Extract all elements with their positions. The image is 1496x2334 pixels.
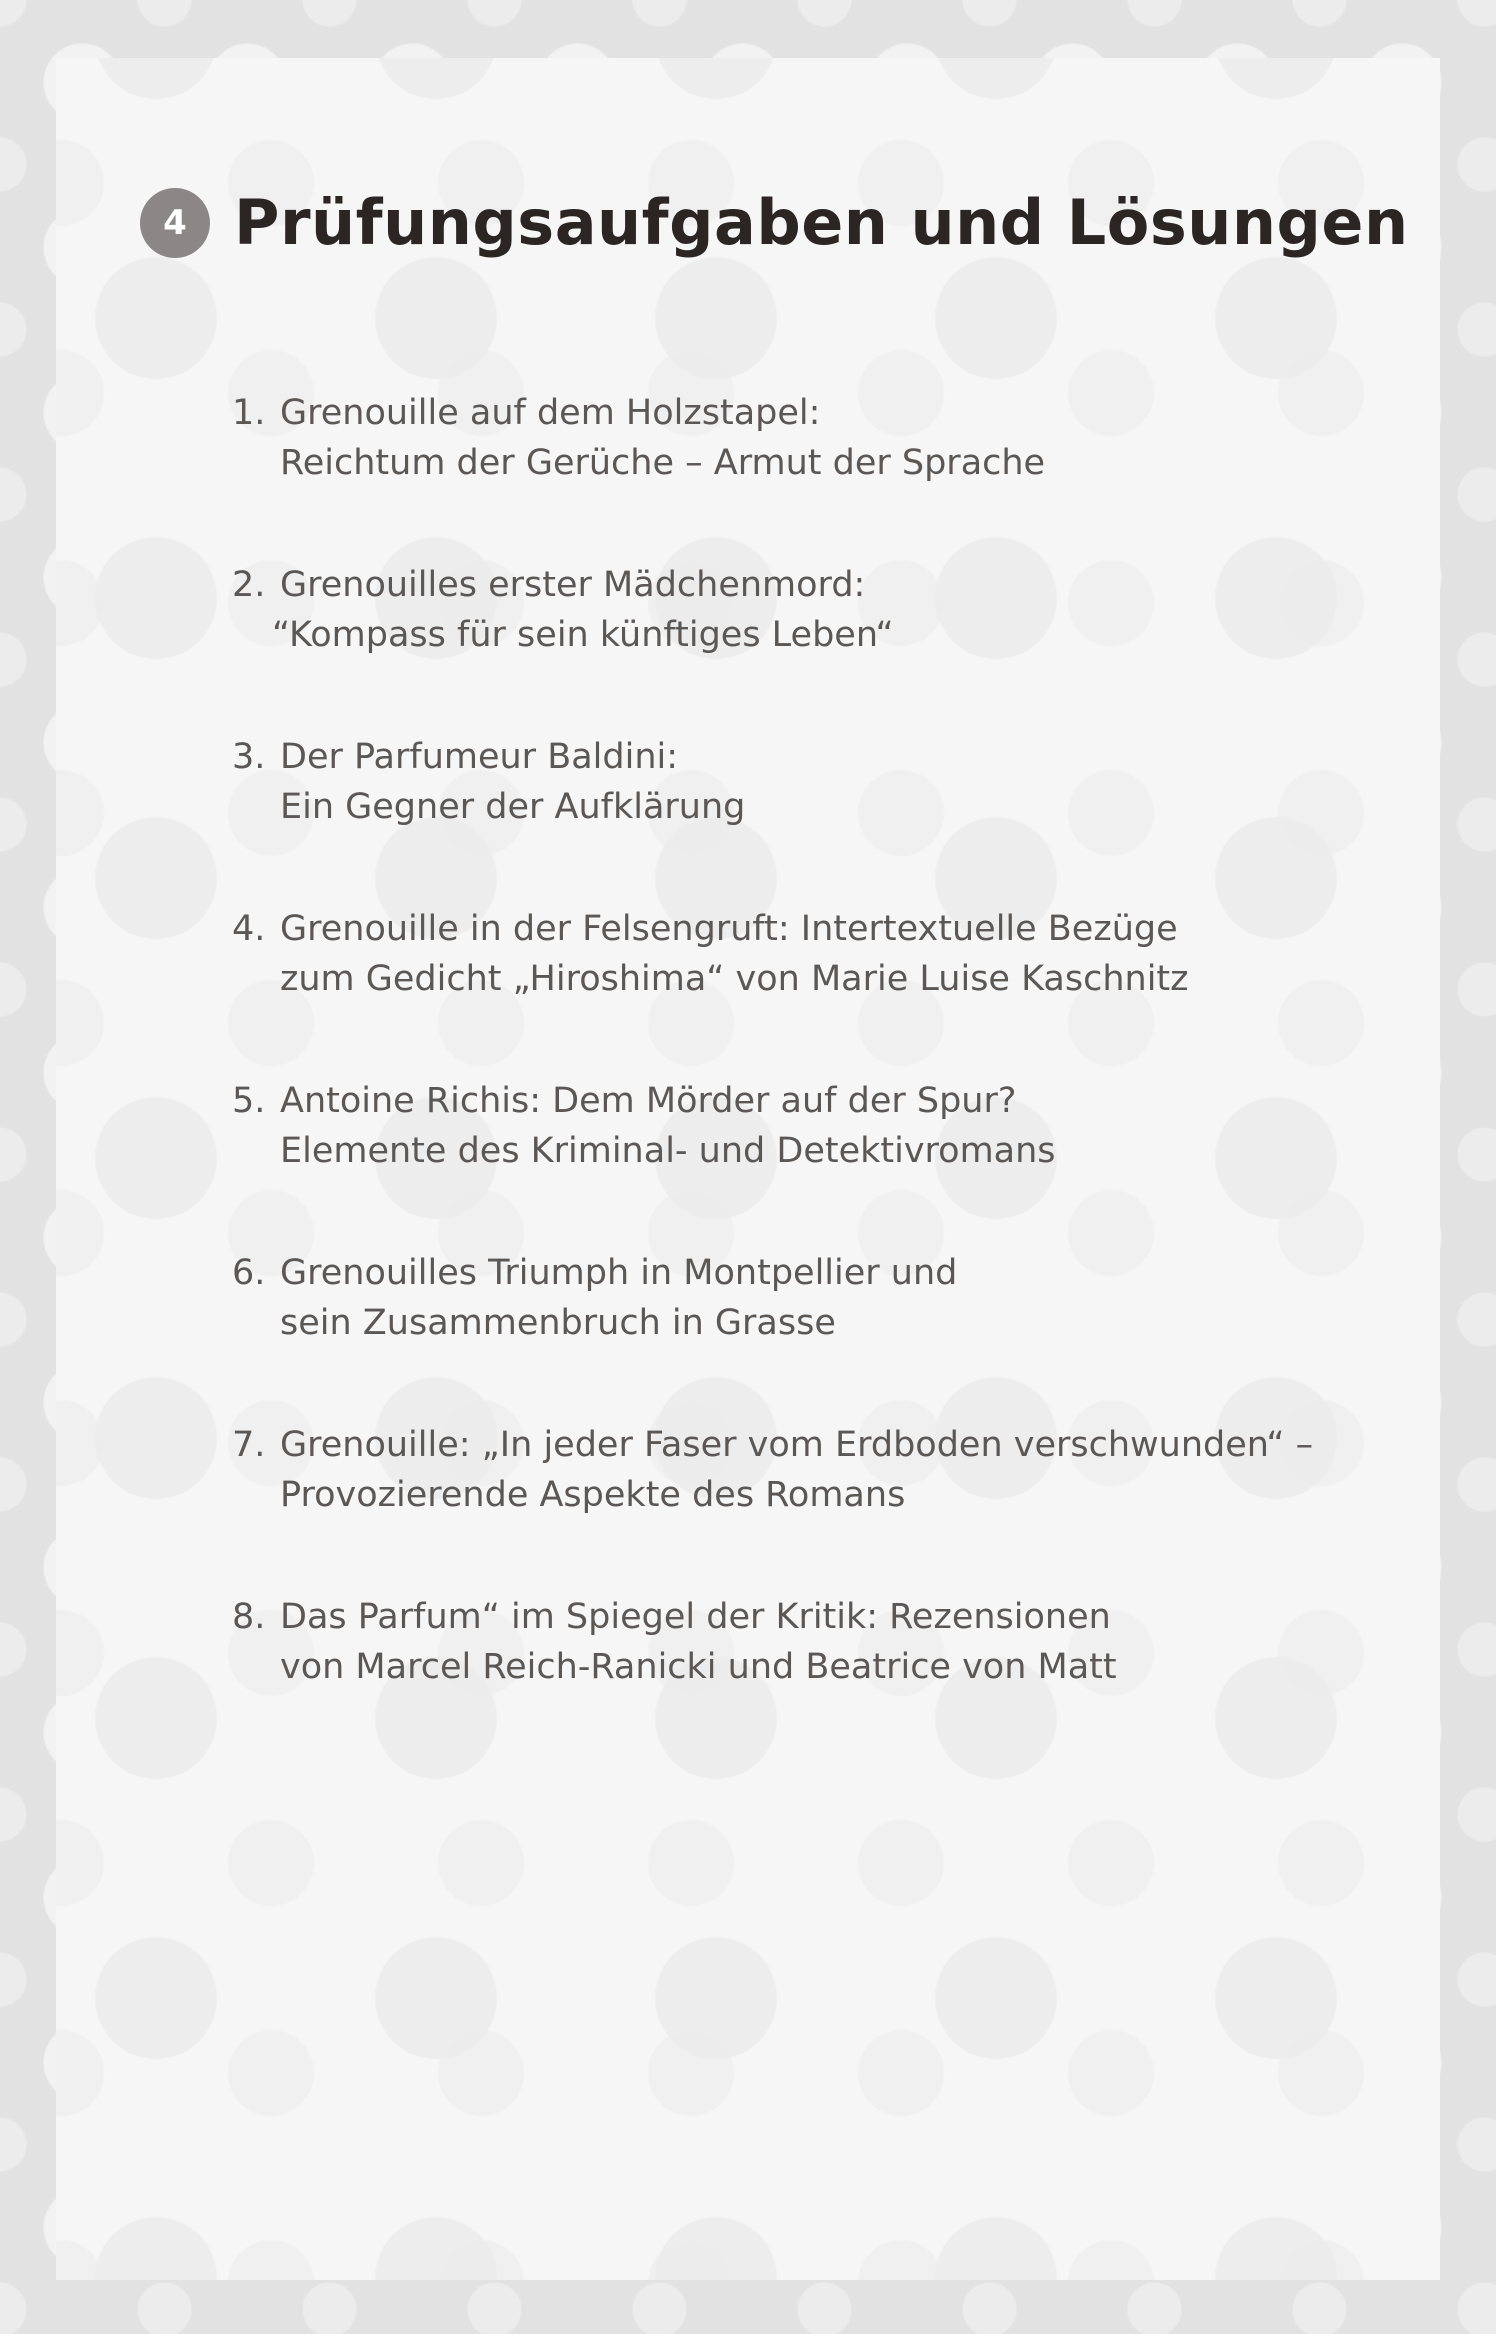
chapter-heading [140,186,1409,259]
task-item-6 [232,1248,1412,1420]
task-text [280,388,1045,488]
task-title-line: Der Parfumeur Baldini: [280,737,679,777]
task-text [272,560,894,660]
task-text [280,904,1189,1004]
task-title-line: Antoine Richis: Dem Mörder auf der Spur? [280,1081,1017,1121]
task-number: 3. [232,737,266,777]
task-list [232,388,1412,1764]
task-subtitle-line: “Kompass für sein künftiges Leben“ [272,615,894,655]
task-item-3 [232,732,1412,904]
task-number: 2. [232,565,266,605]
task-title-line: Das Parfum“ im Spiegel der Kritik: Rezensionen [280,1597,1111,1637]
task-item-1 [232,388,1412,560]
task-number: 4. [232,909,266,949]
task-subtitle-line: Ein Gegner der Aufklärung [280,787,746,827]
task-text [280,1076,1056,1176]
page [56,58,1440,2280]
task-item-5 [232,1076,1412,1248]
task-text [280,1592,1117,1692]
task-number: 7. [232,1425,266,1465]
task-item-4 [232,904,1412,1076]
task-subtitle-line: sein Zusammenbruch in Grasse [280,1303,836,1343]
task-number: 8. [232,1597,266,1637]
task-subtitle-line: Reichtum der Gerüche – Armut der Sprache [280,443,1046,483]
task-title-line: Grenouille: „In jeder Faser vom Erdboden verschwunden“ – [280,1425,1314,1465]
task-number: 5. [232,1081,266,1121]
task-subtitle-line: zum Gedicht „Hiroshima“ von Marie Luise Kaschnitz [280,959,1189,999]
task-subtitle-line: Provozierende Aspekte des Romans [280,1475,906,1515]
task-text [280,1420,1313,1520]
task-title-line: Grenouille auf dem Holzstapel: [280,393,821,433]
task-title-line: Grenouille in der Felsengruft: Intertextuelle Bezüge [280,909,1178,949]
task-number: 1. [232,393,266,433]
task-subtitle-line: Elemente des Kriminal- und Detektivromans [280,1131,1056,1171]
task-text [280,1248,957,1348]
task-subtitle-line: von Marcel Reich-Ranicki und Beatrice von Matt [280,1647,1117,1687]
task-title-line: Grenouilles erster Mädchenmord: [280,565,866,605]
task-item-8 [232,1592,1412,1764]
page-title: Prüfungsaufgaben und Lösungen [234,186,1409,259]
task-item-7 [232,1420,1412,1592]
chapter-number-badge: 4 [140,188,210,258]
task-number: 6. [232,1253,266,1293]
task-title-line: Grenouilles Triumph in Montpellier und [280,1253,958,1293]
task-text [280,732,745,832]
task-item-2 [232,560,1412,732]
